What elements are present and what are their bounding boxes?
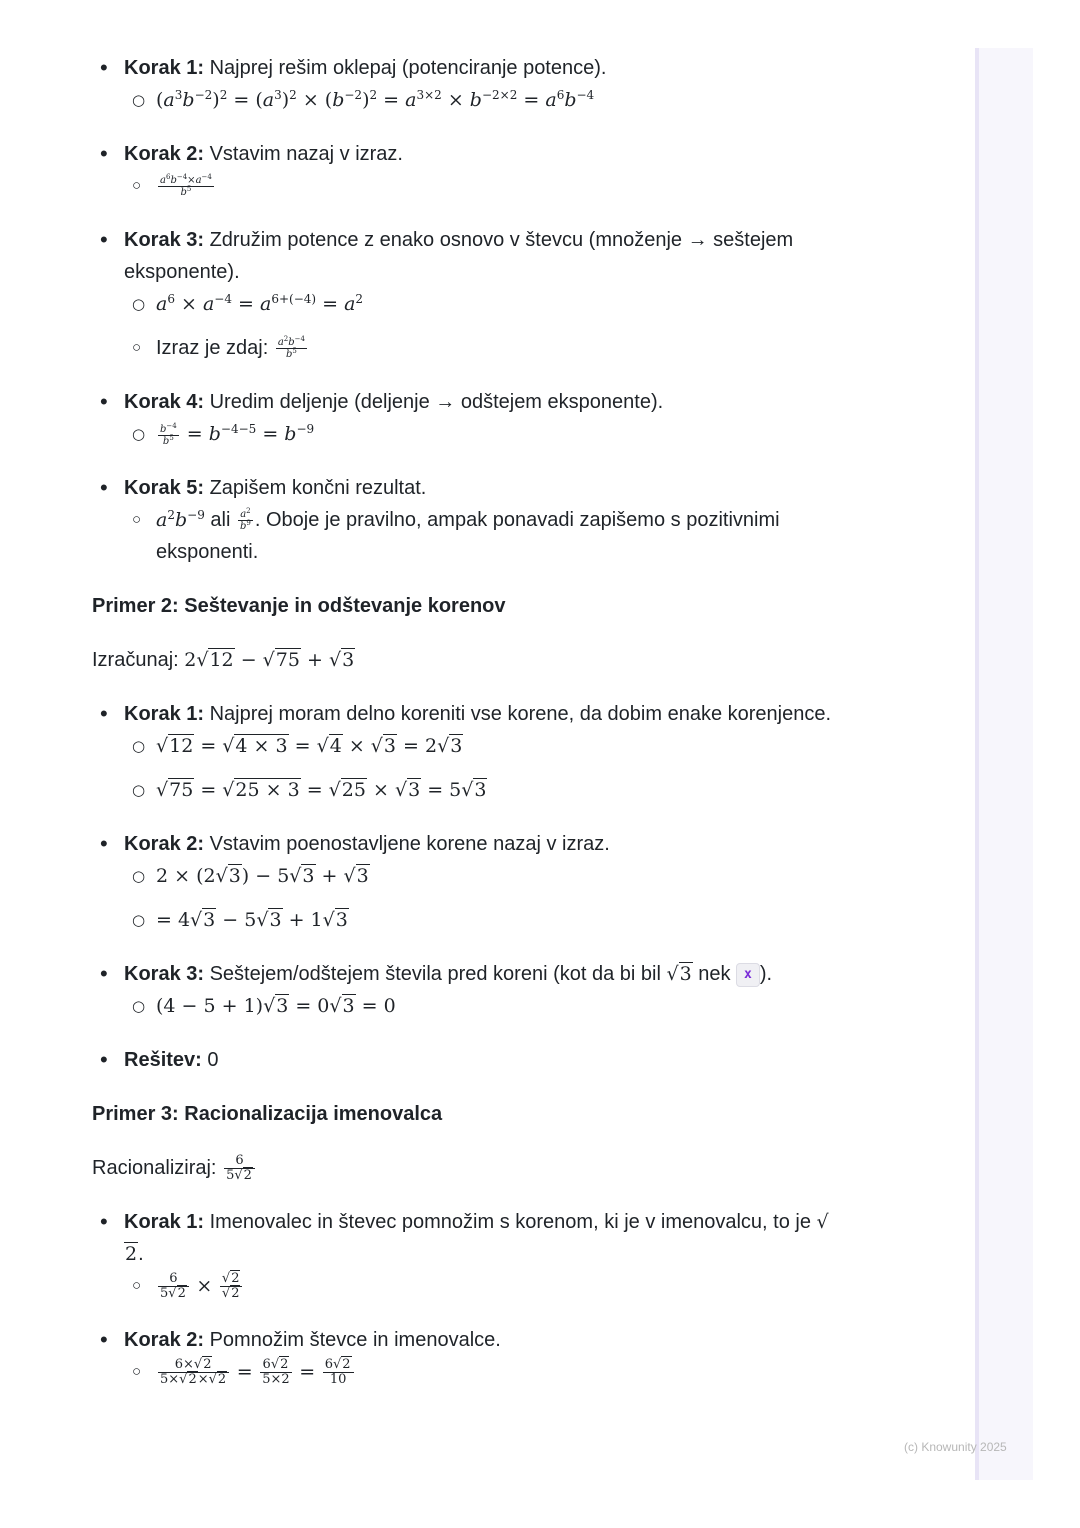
step-item: • Korak 3: Združim potence z enako osnovo v števcu (množenje → seštejem eksponente). <box>92 224 832 288</box>
solution-item: • Rešitev: 0 <box>92 1044 832 1076</box>
math-line: ○ $a^6 \times a^{-4} = a^{6+(-4)} = a^2$ <box>92 288 832 320</box>
math-line: ○ Izraz je zdaj: $\frac{a^2b^{-4}}{b^5}$ <box>92 332 832 364</box>
side-strip <box>975 48 1033 1480</box>
math-line: ○ = 4√3 − 5√3 + 1√3 <box>92 904 832 936</box>
math-line: ○ $\frac{a^6b^{-4}\times a^{-4}}{b^5}$ <box>92 170 832 202</box>
step-item: • Korak 2: Pomnožim števce in imenovalce. <box>92 1324 832 1356</box>
step-item: • Korak 1: Imenovalec in števec pomnožim s korenom, ki je v imenovalcu, to je √2. <box>92 1206 832 1270</box>
task-line: Izračunaj: 2√12 − √75 + √3 <box>92 649 355 671</box>
step-item: • Korak 4: Uredim deljenje (deljenje → odštejem eksponente). <box>92 386 832 418</box>
step-item: • Korak 2: Vstavim nazaj v izraz. <box>92 138 832 170</box>
step-item: • Korak 3: Seštejem/odštejem števila pred koreni (kot da bi bil √3 nek x ). <box>92 958 832 990</box>
math-line: ○ √12 = √4 × 3 = √4 × √3 = 2√3 <box>92 730 832 762</box>
step-item: • Korak 1: Najprej rešim oklepaj (potenciranje potence). <box>92 52 832 84</box>
step-item: • Korak 1: Najprej moram delno koreniti vse korene, da dobim enake korenjence. <box>92 698 832 730</box>
math-line: ○ 2 × (2√3) − 5√3 + √3 <box>92 860 832 892</box>
math-line: ○ $\frac{6}{5√2}$ × $\frac{√2}{√2}$ <box>92 1270 832 1302</box>
task-line: Racionaliziraj: $\frac{6}{5√2}$ <box>92 1152 832 1184</box>
watermark: (c) Knowunity 2025 <box>904 1440 1007 1454</box>
math-line: ○ $\frac{b^{-4}}{b^5}$ = $b^{-4-5} = b^{-9}$ <box>92 418 832 450</box>
math-line: ○ $a^2b^{-9}$ ali $\frac{a^2}{b^9}$ . Oboje je pravilno, ampak ponavadi zapišemo s pozitivnimi eksponenti. <box>92 504 832 568</box>
math-line: ○ √75 = √25 × 3 = √25 × √3 = 5√3 <box>92 774 832 806</box>
section-title: Primer 2: Seštevanje in odštevanje korenov <box>92 595 506 617</box>
content <box>92 52 832 1388</box>
inline-code: x <box>736 963 760 987</box>
math-line: ○ $\frac{6\times√2}{5\times√2\times√2}$ = $\frac{6√2}{5\times 2}$ = $\frac{6√2}{10}$ <box>92 1356 832 1388</box>
step-item: • Korak 5: Zapišem končni rezultat. <box>92 472 832 504</box>
section-title: Primer 3: Racionalizacija imenovalca <box>92 1103 443 1125</box>
math-line: ○ (4 − 5 + 1)√3 = 0√3 = 0 <box>92 990 832 1022</box>
step-item: • Korak 2: Vstavim poenostavljene korene nazaj v izraz. <box>92 828 832 860</box>
math-line: ○ $(a^3b^{-2})^2 = (a^3)^2 \times (b^{-2})^2 = a^{3\times 2} \times b^{-2\times 2} = a^6b^{-4}$ <box>92 84 832 116</box>
